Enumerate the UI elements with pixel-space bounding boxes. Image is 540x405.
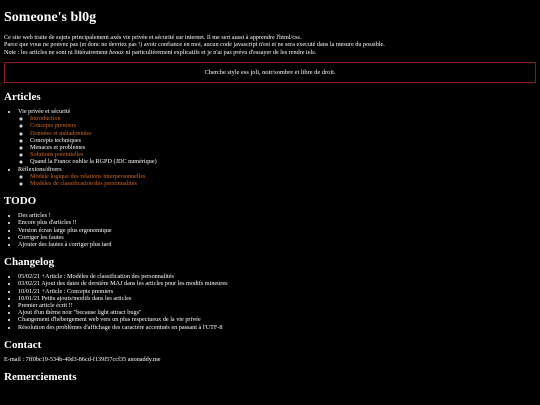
changelog-item: • 05/02/21 +Article : Modèles de classification des personnalités: [18, 273, 536, 280]
article-group-label: Vie privée et sécurité: [18, 107, 71, 115]
todo-item: • Des articles !: [18, 212, 536, 219]
intro-line-3-emphasis: beaux: [109, 48, 124, 56]
intro-line-2: Parce que vous ne pouvez pas (et donc ne devriez pas !) avoir confiance en moi, aucun code javascript n'est et ne sera executé dans la mesure du possible.: [4, 41, 385, 49]
article-group-reflexions: [18, 166, 536, 188]
intro-line-3b: ni particulièrement explicatifs et je n'ai pas prévu d'essayer de les rendre tels.: [123, 48, 317, 56]
article-item: [30, 130, 536, 137]
todo-item: • Ajouter des fautes à corriger plus tard: [18, 241, 536, 248]
changelog-item: • 03/02/21 Ajout des dates de dernière MAJ dans les articles pour les modifs mineures: [18, 280, 536, 287]
changelog-item: • Changement d'hébergement web vers un plus respectueux de la vie privée: [18, 316, 536, 323]
article-sublist: [18, 115, 536, 165]
contact-email: E-mail : 7ff0bc19-534b-40d3-86cd-f139f57ccf35 anonaddy.me: [4, 355, 161, 363]
article-item: [30, 151, 536, 158]
intro-line-3a: Note : les articles ne sont ni littérairement: [4, 48, 110, 56]
article-item: [30, 144, 536, 151]
article-group-privacy: [18, 108, 536, 166]
intro-text: [4, 34, 536, 56]
changelog-heading: Changelog: [4, 256, 55, 269]
changelog-list: [4, 273, 536, 331]
style-request-box: [4, 62, 536, 83]
article-item: [30, 137, 536, 144]
article-group-label: Réflexions/divers: [18, 165, 62, 173]
thanks-heading: Remerciements: [4, 370, 77, 383]
changelog-item: • Premier article écrit !!: [18, 302, 536, 309]
changelog-item: • 10/01/21 +Article : Concepts premiers: [18, 288, 536, 295]
article-label-menaces: Menaces et problemes: [30, 143, 86, 151]
article-link-solutions[interactable]: Solutions potentielles: [30, 151, 84, 159]
article-link-donnees[interactable]: Données et métadonnées: [30, 129, 92, 137]
article-sublist: [18, 173, 536, 187]
intro-line-1: Ce site web traite de sujets principalement axés vie privée et sécurité sur internet. Il me sert aussi à apprendre l'html/css.: [4, 34, 302, 41]
todo-item: • Encore plus d'articles !!: [18, 219, 536, 226]
article-link-modele-logique[interactable]: Modèle logique des relations interpersonnelles: [30, 172, 146, 180]
todo-item: • Version écran large plus ergonomique: [18, 227, 536, 234]
article-link-classification[interactable]: Modèles de classification des personnalités: [30, 179, 137, 187]
article-item: [30, 158, 536, 165]
article-label-rgpd: Quand la France oublie la RGPD (JDC numérique): [30, 158, 157, 166]
todo-list: [4, 212, 536, 248]
article-label-concepts-techniques: Concepts techniques: [30, 136, 82, 144]
article-link-concepts-premiers[interactable]: Concepts premiers: [30, 122, 77, 130]
contact-heading: Contact: [4, 338, 42, 351]
changelog-item: • Résolution des problèmes d'affichage des caractère accentués en passant à l'UTF-8: [18, 324, 536, 331]
site-title: Someone's bl0g: [4, 10, 97, 25]
changelog-item: • Ajout d'un thème noir "because light attract bugs": [18, 309, 536, 316]
article-item: [30, 115, 536, 122]
changelog-item: • 10/01/21 Petits ajouts/modifs dans les articles: [18, 295, 536, 302]
article-item: [30, 180, 536, 187]
todo-heading: TODO: [4, 195, 37, 208]
article-item: [30, 122, 536, 129]
article-item: [30, 173, 536, 180]
todo-item: • Corriger les fautes: [18, 234, 536, 241]
articles-heading: Articles: [4, 90, 41, 103]
article-link-introduction[interactable]: Introduction: [30, 115, 61, 123]
articles-list: [4, 108, 536, 187]
style-request-text: Cherche style ess joli, noir/sombre et libre de droit.: [204, 68, 336, 76]
